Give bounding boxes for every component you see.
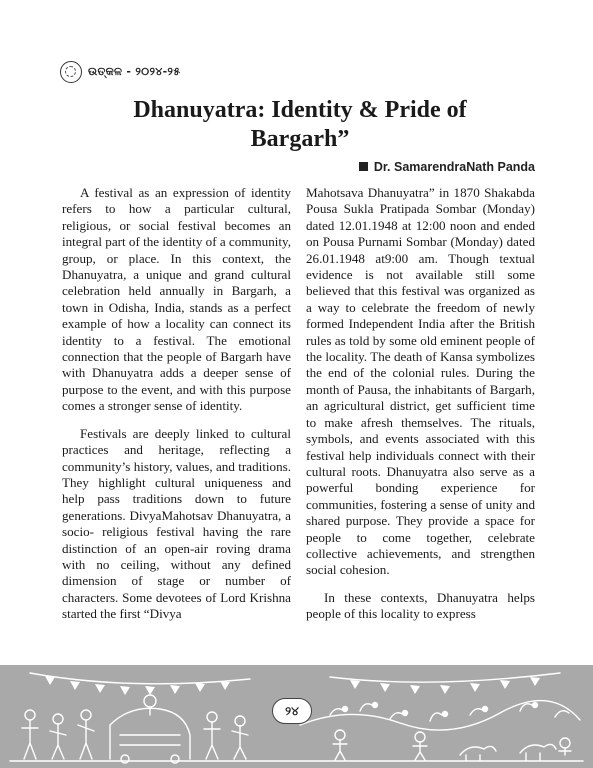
paragraph: Festivals are deeply linked to cultural practices and heritage, reflecting a community’s history, values, and traditions. They highlight cultural uniqueness and help pass traditions down to future generations. DivyaMahotsav Dhanuyatra, a socio- religious festival having the rare distinction of an open-air roving drama with no ceiling, without any defined dimension of stage or number of characters. Some devotees of Lord Krishna started the first “Divya <box>62 425 291 622</box>
article-title-line-1: Dhanuyatra: Identity & Pride of <box>133 97 467 123</box>
bullet-square-icon <box>359 162 368 171</box>
article-author <box>359 160 535 174</box>
author-name: Dr. SamarendraNath Panda <box>373 160 535 174</box>
paragraph: In these contexts, Dhanuyatra helps people of this locality to express <box>306 589 535 622</box>
paragraph: Mahotsava Dhanuyatra” in 1870 Shakabda Pousa Sukla Pratipada Sombar (Monday) dated 12.01.1948 at 12:00 noon and ended on Pousa Purnami Sombar (Monday) dated 26.01.1948 at9:00 am. Though textual evidence is not available still some believed that this festival was organized as a way to celebrate the freedom of newly formed Independent India after the British rules as told by some old eminent people of the locality. The death of Kansa symbolizes the end of the colonial rules. During the month of Pausa, the inhabitants of Bargarh, an agricultural district, get sufficient time to make afresh themselves. The rituals, symbols, and events associated with this festival help individuals connect with their cultural roots. Dhanuyatra also serve as a powerful bonding experience for communities, fostering a sense of unity and shared purpose. They provide a space for people to come together, celebrate collective achievements, and strengthen social cohesion. <box>306 185 535 578</box>
emblem-icon <box>60 61 82 83</box>
text-column-left <box>62 185 291 634</box>
article-title <box>60 96 540 154</box>
page-number: ୨୪ <box>272 698 312 724</box>
running-header <box>60 60 180 84</box>
running-head-text: ଉତ୍କଳ - ୨୦୨୪-୨୫ <box>88 65 181 78</box>
paragraph: A festival as an expression of identity refers to how a particular cultural, religious, or social festival becomes an integral part of the identity of a community, group, or place. In this context, the Dhanuyatra, a unique and grand cultural celebration held annually in Bargarh, a town in Odisha, India, stands as a perfect example of how a locality can connect its identity to a festival. The emotional connection that the people of Bargarh have with Dhanuyatra adds a deeper sense of purpose to the event, and with this purpose comes a stronger sense of identity. <box>62 185 291 414</box>
article-title-line-2: Bargarh” <box>250 126 350 152</box>
text-column-right <box>306 185 535 634</box>
